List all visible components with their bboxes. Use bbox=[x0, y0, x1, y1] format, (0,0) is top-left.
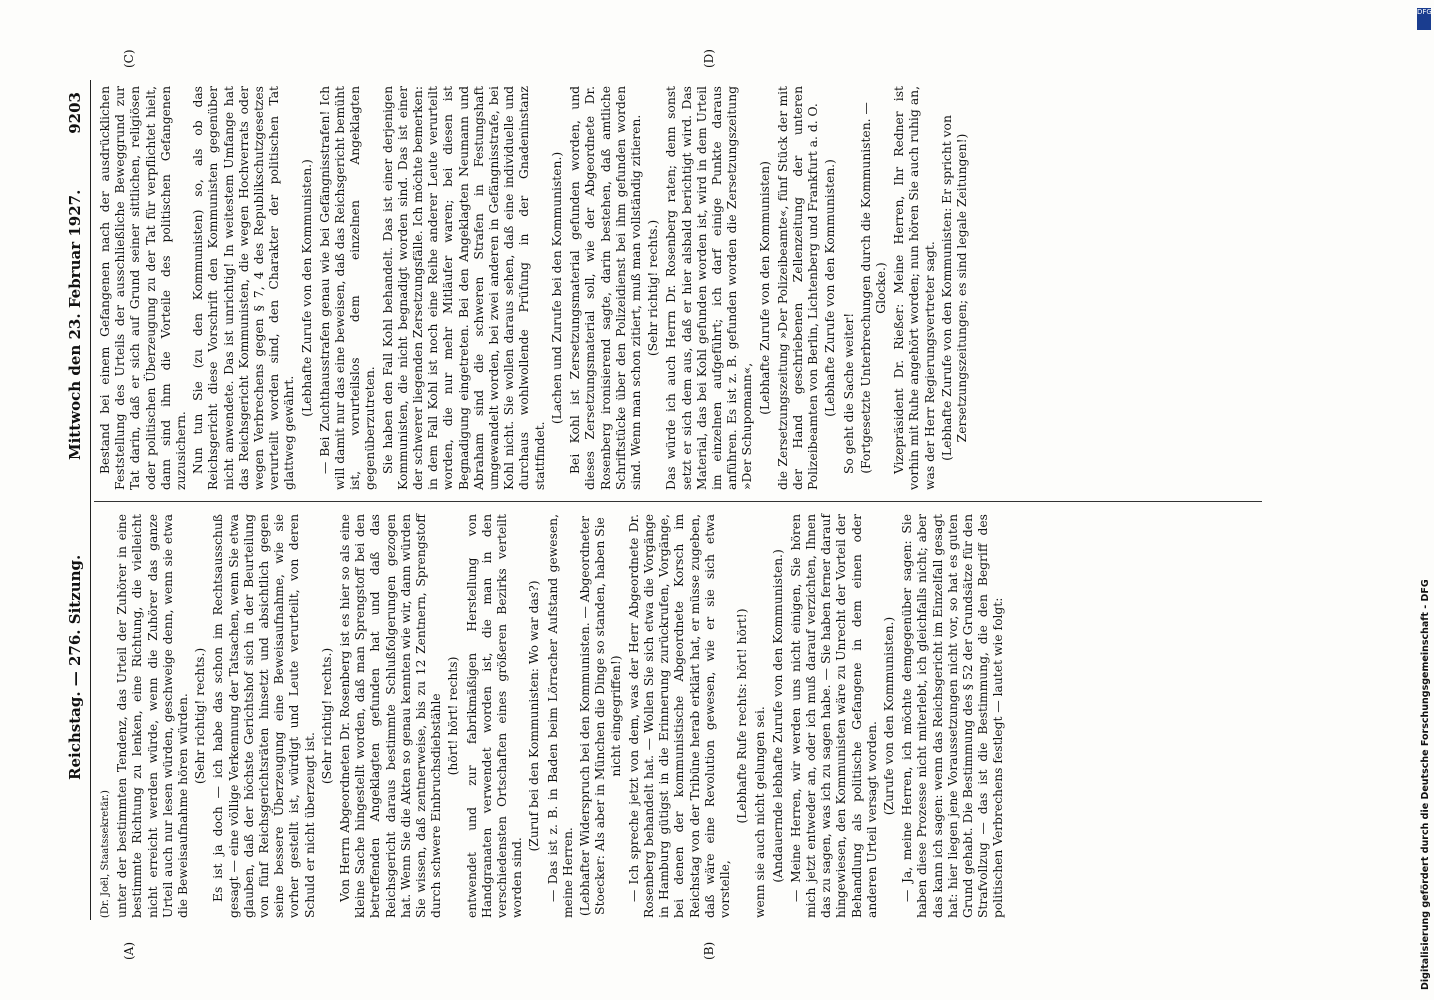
header-rule bbox=[90, 80, 91, 920]
interjection: (Lachen und Zurufe bei den Kommunisten.) bbox=[549, 151, 564, 425]
interjection: (Sehr richtig! rechts.) bbox=[319, 647, 334, 785]
speaker-line: (Dr. Joël, Staatssekretär.) bbox=[100, 790, 111, 918]
column-divider bbox=[94, 501, 1262, 502]
margin-marker-d: (D) bbox=[702, 49, 716, 68]
paragraph: — Meine Herren, wir werden uns nicht einigen, Sie hören mich jetzt entweder an, oder ich muß darauf verzichten, Ihnen das zu sagen, was ich zu sagen habe. — Sie haben ferner darauf hingewiesen, den Kommunisten wäre zu Unrecht der Vorteil der Behandlung als politische Gefangene in dem einen oder anderen Urteil versagt worden. bbox=[788, 514, 879, 918]
paragraph: — Das ist z. B. in Baden beim Lörracher Aufstand gewesen, meine Herren. bbox=[545, 514, 575, 918]
margin-marker-b: (B) bbox=[702, 941, 716, 960]
paragraph: die Zersetzungszeitung »Der Polizeibeamte«, fünf Stück der mit der Hand geschriebenen Zellenzeitung der unteren Polizeibeamten von Berlin, Lichtenberg und Frankfurt a. d. O. bbox=[775, 86, 821, 490]
page-number: 9203 bbox=[66, 92, 84, 134]
paragraph: Nun tun Sie (zu den Kommunisten) so, als ob das Reichsgericht diese Vorschrift den Kommunisten gegenüber nicht anwendete. Das ist unrichtig! In weitestem Umfange hat das Reichsgericht Kommunisten, die wegen Hochverrats oder wegen Verbrechens gegen § 7, 4 des Republikschutzgesetzes verurteilt worden sind, den Charakter der politischen Tat glattweg gewährt. bbox=[191, 86, 297, 490]
left-column bbox=[98, 514, 1009, 918]
page-header bbox=[62, 70, 96, 930]
paragraph: unter der bestimmten Tendenz, das Urteil der Zuhörer in eine bestimmte Richtung zu lenken, eine Richtung, die vielleicht nicht erreicht werden würde, wenn die Zuhörer das ganze Urteil auch nur lesen würden, geschweige denn, wenn sie etwa die Beweisaufnahme hören würden. bbox=[115, 514, 191, 918]
interjection: (Lebhafte Rufe rechts: hört! hört!) bbox=[735, 608, 750, 824]
paragraph: Bei Kohl ist Zersetzungsmaterial gefunden worden, und dieses Zersetzungsmaterial soll, wie der Abgeordnete Dr. Rosenberg ironisierend sagte, darin bestehen, daß amtliche Schriftstücke über den Polizeidienst bei ihm gefunden worden sind. Wenn man schon zitiert, muß man vollständig zitieren. bbox=[568, 86, 643, 490]
interjection: (Sehr richtig! rechts.) bbox=[193, 647, 208, 785]
paragraph: — Ich spreche jetzt von dem, was der Herr Abgeordnete Dr. Rosenberg behandelt hat. — Wollen Sie sich etwa die Vorgänge in Hamburg gütigst in die Erinnerung zurückrufen, Vorgänge, bei denen der kommunistische Abgeordnete Korsch im Reichstag von der Tribüne herab erklärt hat, er müsse zugeben, daß wäre eine Revolution gewesen, wie er sie sich etwa vorstelle, bbox=[626, 514, 732, 918]
digitization-note bbox=[1412, 10, 1432, 990]
interjection: (Zurufe von den Kommunisten.) bbox=[881, 616, 896, 816]
interjection: (Lebhafte Zurufe von den Kommunisten.) bbox=[299, 159, 314, 417]
paragraph: So geht die Sache weiter! bbox=[841, 312, 856, 474]
dfg-logo: DFG bbox=[1417, 8, 1431, 30]
interjection: (hört! hört! rechts) bbox=[446, 656, 461, 776]
paragraph: — Ja, meine Herren, ich möchte demgegenüber sagen: Sie haben diese Prozesse nicht miterlebt, ich gleichfalls nicht; aber das kann ich sagen: wenn das Reichsgericht im Einzelfall gesagt hat: hier liegen jene Voraussetzungen nicht vor, so hat es guten Grund gehabt. Die Bestimmung des § 52 der Grundsätze für den Strafvollzug — das ist die Bestimmung, die den Begriff des politischen Verbrechens festlegt — lautet wie folgt: bbox=[900, 514, 1006, 918]
interjection: (Andauernde lebhafte Zurufe von den Kommunisten.) bbox=[770, 549, 785, 883]
paragraph: Bestand bei einem Gefangenen nach der ausdrücklichen Feststellung des Urteils der ausschließliche Beweggrund zur Tat darin, daß er sich auf Grund seiner sittlichen, religiösen oder politischen Überzeugung zu der Tat für verpflichtet hielt, dann sind ihm die Vorteile des politischen Gefangenen zuzusichern. bbox=[98, 86, 189, 490]
interjection: (Lebhafter Widerspruch bei den Kommunisten. — Abgeordneter Stoecker: Als aber in München die Dinge so standen, haben Sie nicht eingegriffen!) bbox=[578, 515, 623, 917]
header-left: Reichstag. — 276. Sitzung. bbox=[66, 554, 84, 780]
header-date: Mittwoch den 23. Februar 1927. bbox=[66, 189, 84, 460]
right-column bbox=[98, 86, 973, 490]
paragraph: Es ist ja doch — ich habe das schon im Rechtsausschuß gesagt — eine völlige Verkennung der Tatsachen, wenn Sie etwa glauben, daß der höchste Gerichtshof sich in der Beurteilung von fünf Reichsgerichtsräten hinsetzt und absichtlich gegen seine bessere Überzeugung eine Beweisaufnahme, wie sie vorher gestellt ist, würdigt und Leute verurteilt, von deren Schuld er nicht überzeugt ist. bbox=[211, 514, 317, 918]
interjection: (Zuruf bei den Kommunisten: Wo war das?) bbox=[527, 580, 542, 852]
paragraph: Von Herrn Abgeordneten Dr. Rosenberg ist es hier so als eine kleine Sache hingestellt worden, daß man Sprengstoff bei den betreffenden Angeklagten gefunden hat und daß das Reichsgericht daraus bestimmte Schlußfolgerungen gezogen hat. Wenn Sie die Akten so genau kennten wie wir, dann würden Sie wissen, daß zentnerweise, bis zu 12 Zentnern, Sprengstoff durch schwere Einbruchsdiebstähle bbox=[338, 514, 444, 918]
paragraph: Sie haben den Fall Kohl behandelt. Das ist einer derjenigen Kommunisten, die nicht begnadigt worden sind. Das ist einer der schwerer liegenden Zersetzungsfälle. Ich möchte bemerken: in dem Fall Kohl ist noch eine Reihe anderer Leute verurteilt worden, die nur mehr Mitläufer waren; bei diesen ist Begnadigung eingetreten. Bei den Angeklagten Neumann und Abraham sind die schweren Strafen in Festungshaft umgewandelt worden, bei zwei anderen in Gefängnisstrafe, bei Kohl nicht. Sie wollen daraus sehen, daß eine individuelle und durchaus wohlwollende Prüfung in der Gnadeninstanz stattfindet. bbox=[380, 86, 547, 490]
paragraph: Das würde ich auch Herrn Dr. Rosenberg raten; denn sonst setzt er sich dem aus, daß er hier alsbald berichtigt wird. Das Material, das bei Kohl gefunden worden ist, wird in dem Urteil im einzelnen aufgeführt; ich darf einige Punkte daraus anführen. Es ist z. B. gefunden worden die Zersetzungszeitung »Der Schupomann«, bbox=[664, 86, 755, 490]
interjection: (Lebhafte Zurufe von den Kommunisten.) bbox=[823, 159, 838, 417]
margin-marker-c: (C) bbox=[122, 49, 136, 68]
paragraph: — Bei Zuchthausstrafen genau wie bei Gefängnisstrafen! Ich will damit nur das eine beweisen, daß das Reichsgericht bemüht ist, vorurteilslos dem einzelnen Angeklagten gegenüberzutreten. bbox=[317, 86, 378, 490]
digitization-note-text: Digitalisierung gefördert durch die Deutsche Forschungsgemeinschaft - DFG bbox=[1420, 579, 1431, 990]
paragraph: wenn sie auch nicht gelungen sei. bbox=[753, 706, 768, 918]
paragraph: entwendet und zur fabrikmäßigen Herstellung von Handgranaten verwendet worden ist, die man in den verschiedensten Ortschaften eines größeren Bezirks verteilt worden sind. bbox=[464, 514, 525, 918]
interjection: (Fortgesetzte Unterbrechungen durch die Kommunisten. — Glocke.) bbox=[858, 102, 888, 474]
interjection: (Sehr richtig! rechts.) bbox=[646, 219, 661, 357]
interjection: (Lebhafte Zurufe von den Kommunisten: Er spricht von Zersetzungszeitungen; es sind legale Zeitungen!) bbox=[939, 115, 969, 461]
interjection: (Lebhafte Zurufe von den Kommunisten) bbox=[757, 161, 772, 415]
paragraph: Vizepräsident Dr. Rießer: Meine Herren, Ihr Redner ist vorhin mit Ruhe angehört worden; nun hören Sie auch ruhig an, was der Herr Regierungsvertreter sagt. bbox=[892, 86, 937, 490]
rotated-document-page bbox=[62, 49, 1342, 960]
margin-marker-a: (A) bbox=[122, 941, 136, 960]
